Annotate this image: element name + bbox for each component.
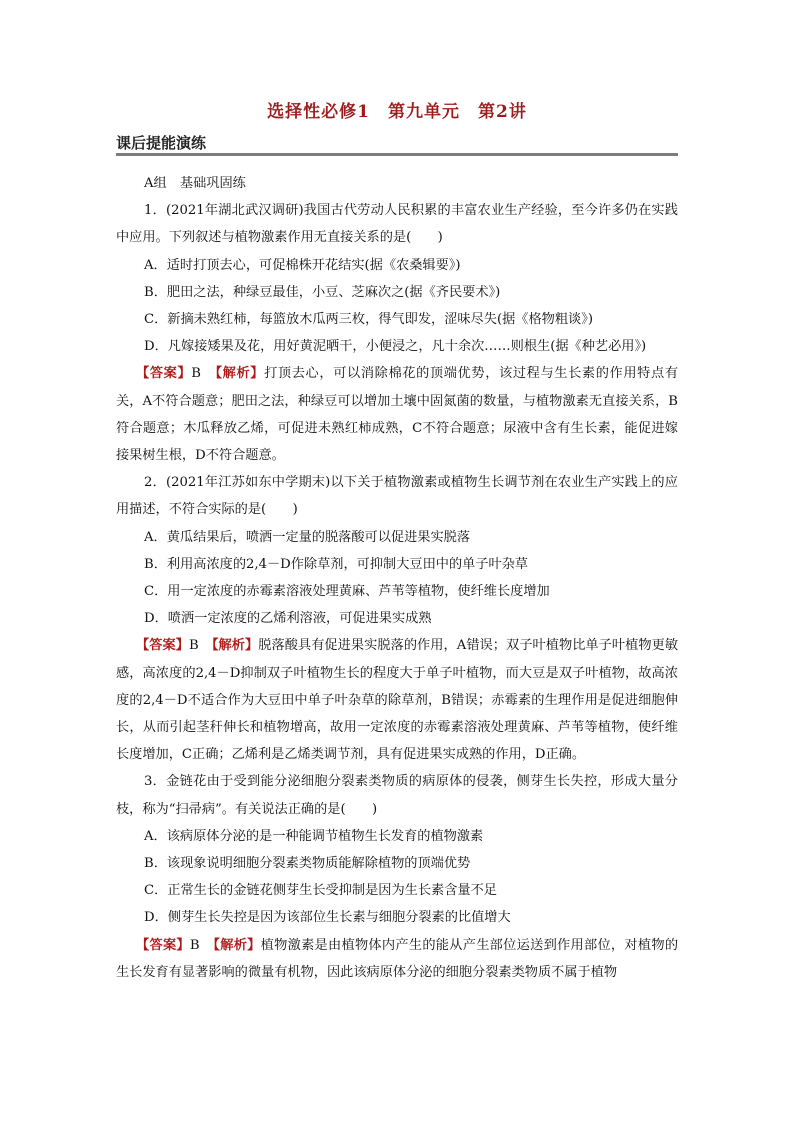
question-3-option-a: A．该病原体分泌的是一种能调节植物生长发育的植物激素 [144, 828, 484, 844]
page-title: 选择性必修1 第九单元 第2讲 [267, 102, 527, 122]
question-1-option-c: C．新摘未熟红柿，每篮放木瓜两三枚，得气即发，涩味尽失(据《格物粗谈》) [144, 312, 593, 328]
question-3-stem: 3．金链花由于受到能分泌细胞分裂素类物质的病原体的侵袭，侧芽生长失控，形成大量分枝，称为“扫帚病”。有关说法正确的是( ) [116, 774, 678, 817]
question-2-answer [116, 632, 678, 768]
analysis-text: 植物激素是由植物体内产生的能从产生部位运送到作用部位，对植物的生长发育有显著影响的微量有机物，因此该病原体分泌的细胞分裂素类物质不属于植物 [116, 937, 679, 980]
analysis-label: 【解析】 [215, 366, 265, 382]
question-3-answer [116, 932, 678, 986]
question-2-option-d: D．喷洒一定浓度的乙烯利溶液，可促进果实成熟 [144, 611, 432, 627]
answer-label: 【答案】 [136, 937, 190, 953]
answer-label: 【答案】 [136, 638, 189, 654]
question-2-option-b: B．利用高浓度的2,4－D作除草剂，可抑制大豆田中的单子叶杂草 [144, 556, 529, 572]
question-2-stem: 2．(2021年江苏如东中学期末)以下关于植物激素或植物生长调节剂在农业生产实践上的应用描述，不符合实际的是( ) [116, 475, 678, 518]
answer-value: B [189, 937, 200, 953]
answer-label: 【答案】 [136, 366, 192, 382]
analysis-label: 【解析】 [211, 638, 259, 654]
question-2-option-c: C．用一定浓度的赤霉素溶液处理黄麻、芦苇等植物，使纤维长度增加 [144, 584, 550, 600]
question-1-option-d: D．凡嫁接矮果及花，用好黄泥晒干，小便浸之，凡十余次……则根生(据《种艺必用》) [144, 339, 647, 355]
analysis-text: 打顶去心，可以消除棉花的顶端优势，该过程与生长素的作用特点有关，A不符合题意；肥田之法，种绿豆可以增加土壤中固氮菌的数量，与植物激素无直接关系，B符合题意；木瓜释放乙烯，可促进未熟红柿成熟，C不符合题意；尿液中含有生长素，能促进嫁接果树生根，D不符合题意。 [116, 366, 679, 464]
question-1-answer [116, 360, 678, 469]
question-2-option-a: A．黄瓜结果后，喷洒一定量的脱落酸可以促进果实脱落 [144, 529, 471, 545]
answer-value: B [188, 638, 199, 654]
section-divider [116, 153, 678, 156]
question-1-stem: 1．(2021年湖北武汉调研)我国古代劳动人民积累的丰富农业生产经验，至今许多仍在实践中应用。下列叙述与植物激素作用无直接关系的是( ) [116, 203, 678, 246]
group-heading: A组 基础巩固练 [144, 176, 246, 191]
answer-value: B [191, 366, 201, 382]
content-body [116, 170, 678, 986]
question-3-option-c: C．正常生长的金链花侧芽生长受抑制是因为生长素含量不足 [144, 883, 497, 899]
question-1-option-a: A．适时打顶去心，可促棉株开花结实(据《农桑辑要》) [144, 257, 461, 273]
question-3-option-d: D．侧芽生长失控是因为该部位生长素与细胞分裂素的比值增大 [144, 910, 511, 926]
section-title: 课后提能演练 [116, 134, 207, 152]
question-3-option-b: B．该现象说明细胞分裂素类物质能解除植物的顶端优势 [144, 856, 471, 872]
analysis-text: 脱落酸具有促进果实脱落的作用，A错误；双子叶植物比单子叶植物更敏感，高浓度的2,4－D抑制双子叶植物生长的程度大于单子叶植物，而大豆是双子叶植物，故高浓度的2,4－D不适合作为大豆田中单子叶杂草的除草剂，B错误；赤霉素的生理作用是促进细胞伸长，从而引起茎秆伸长和植物增高，故用一定浓度的赤霉素溶液处理黄麻、芦苇等植物，使纤维长度增加，C正确；乙烯利是乙烯类调节剂，具有促进果实成熟的作用，D正确。 [116, 638, 679, 763]
question-1-option-b: B．肥田之法，种绿豆最佳，小豆、芝麻次之(据《齐民要术》) [144, 284, 501, 300]
analysis-label: 【解析】 [213, 937, 261, 953]
